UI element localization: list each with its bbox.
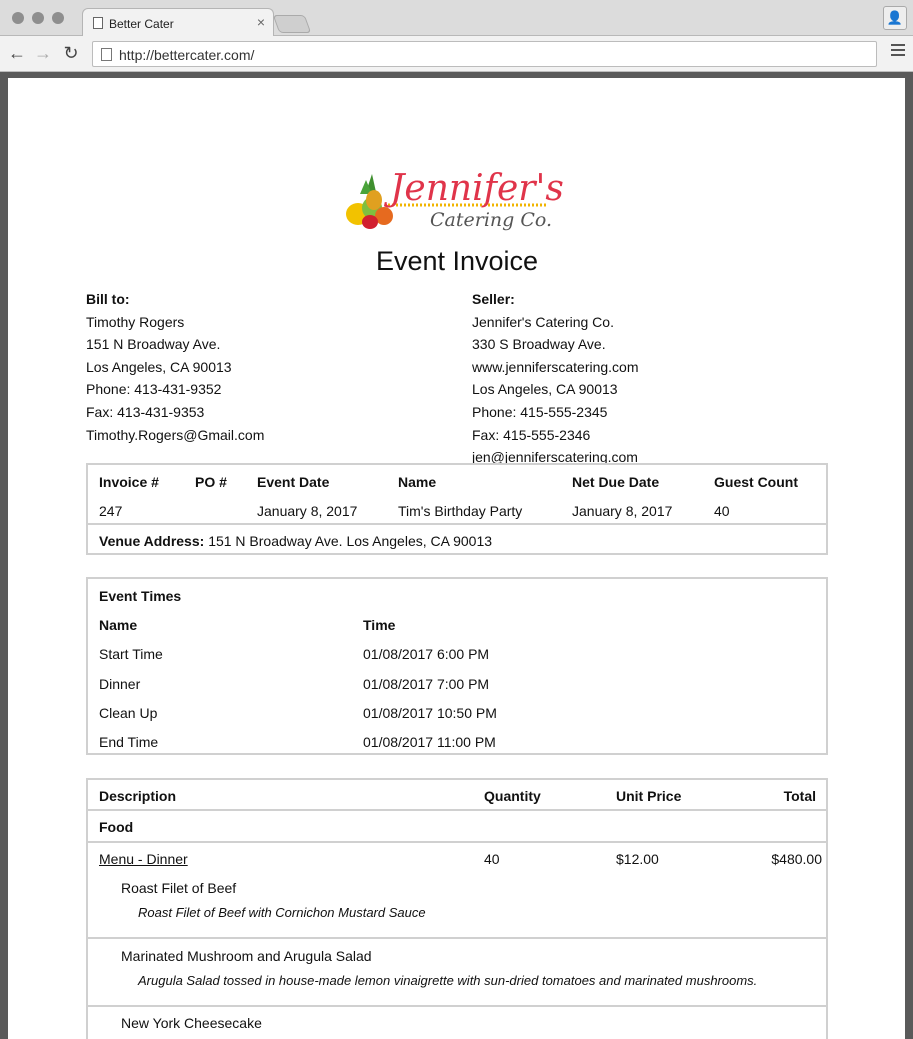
divider — [88, 1005, 826, 1007]
event-name: Tim's Birthday Party — [398, 503, 523, 519]
company-logo — [344, 158, 570, 234]
dish-name: New York Cheesecake — [121, 1015, 262, 1031]
seller-line: Fax: 415-555-2346 — [472, 426, 591, 443]
line-items-table — [86, 778, 828, 1039]
seller-line: Los Angeles, CA 90013 — [472, 381, 618, 398]
header-description: Description — [99, 788, 177, 804]
forward-arrow-icon[interactable]: → — [34, 43, 52, 63]
bill-to-line: Timothy Rogers — [86, 313, 185, 330]
header-unit-price: Unit Price — [616, 788, 682, 804]
table-header-row — [88, 617, 826, 639]
browser-toolbar — [0, 36, 913, 72]
header-net-due-date: Net Due Date — [572, 474, 660, 490]
dish-name: Roast Filet of Beef — [121, 880, 237, 896]
close-tab-icon[interactable]: × — [256, 14, 265, 30]
browser-tab-bar — [0, 0, 913, 36]
bill-to-block — [86, 288, 264, 446]
invoice-number: 247 — [99, 503, 123, 519]
bill-to-line: Timothy.Rogers@Gmail.com — [86, 426, 265, 443]
page-title: Event Invoice — [375, 246, 539, 276]
maximize-window-button[interactable] — [52, 12, 64, 24]
bill-to-line: Los Angeles, CA 90013 — [86, 358, 232, 375]
bill-to-heading: Bill to: — [86, 291, 130, 307]
window-controls — [12, 12, 64, 24]
bill-to-line: Phone: 413-431-9352 — [86, 381, 222, 398]
seller-line: Phone: 415-555-2345 — [472, 403, 608, 420]
time-value: 01/08/2017 10:50 PM — [363, 705, 497, 721]
time-value: 01/08/2017 7:00 PM — [363, 676, 490, 692]
menu-dinner-link[interactable]: Menu - Dinner — [99, 851, 188, 867]
seller-line: 330 S Broadway Ave. — [472, 336, 606, 353]
logo-subtitle: Catering Co. — [430, 209, 553, 231]
back-arrow-icon[interactable]: ← — [8, 43, 26, 63]
header-invoice-number: Invoice # — [99, 474, 159, 490]
dish-description: Roast Filet of Beef with Cornichon Mustard Sauce — [138, 905, 426, 920]
items-header-row — [88, 780, 826, 811]
time-name: Dinner — [99, 676, 141, 692]
invoice-details-table — [86, 463, 828, 555]
time-name: End Time — [99, 734, 159, 750]
table-row — [88, 734, 826, 756]
event-times-title: Event Times — [99, 588, 182, 604]
header-name: Name — [398, 474, 437, 490]
seller-line: jen@jenniferscatering.com — [472, 449, 638, 466]
page-icon — [93, 17, 103, 29]
seller-line: www.jenniferscatering.com — [472, 358, 639, 375]
event-date: January 8, 2017 — [257, 503, 358, 519]
url-text[interactable]: http://bettercater.com/ — [119, 47, 255, 63]
menu-quantity: 40 — [484, 851, 500, 867]
seller-block — [472, 288, 639, 469]
guest-count: 40 — [714, 503, 730, 519]
dish-name: Marinated Mushroom and Arugula Salad — [121, 948, 372, 964]
time-name: Clean Up — [99, 705, 158, 721]
page-icon — [101, 48, 112, 61]
time-value: 01/08/2017 11:00 PM — [363, 734, 496, 750]
bill-to-line: 151 N Broadway Ave. — [86, 336, 221, 353]
table-row — [88, 676, 826, 698]
seller-line: Jennifer's Catering Co. — [472, 313, 614, 330]
venue-value: 151 N Broadway Ave. Los Angeles, CA 90013 — [208, 533, 493, 549]
header-time: Time — [363, 617, 396, 633]
divider — [88, 937, 826, 939]
reload-icon[interactable]: ↻ — [63, 43, 79, 63]
menu-total: $480.00 — [771, 851, 822, 867]
hamburger-menu-icon[interactable] — [891, 44, 905, 64]
venue-address — [88, 523, 826, 553]
category-food: Food — [88, 811, 826, 843]
browser-tab[interactable] — [82, 8, 274, 37]
header-po-number: PO # — [195, 474, 227, 490]
event-times-table — [86, 577, 828, 755]
venue-label: Venue Address: — [99, 533, 205, 549]
profile-icon[interactable]: 👤 — [883, 6, 907, 30]
close-window-button[interactable] — [12, 12, 24, 24]
web-page — [8, 78, 905, 1039]
seller-heading: Seller: — [472, 291, 515, 307]
header-total: Total — [783, 788, 816, 804]
header-quantity: Quantity — [484, 788, 541, 804]
dish-description: Arugula Salad tossed in house-made lemon vinaigrette with sun-dried tomatoes and marinated mushrooms. — [138, 973, 758, 988]
table-row — [88, 843, 826, 873]
time-value: 01/08/2017 6:00 PM — [363, 646, 490, 662]
bill-to-line: Fax: 413-431-9353 — [86, 403, 205, 420]
new-tab-button[interactable] — [273, 15, 312, 33]
table-row — [88, 705, 826, 727]
table-row — [88, 646, 826, 668]
tab-title: Better Cater — [109, 17, 174, 31]
header-guest-count: Guest Count — [714, 474, 798, 490]
net-due-date: January 8, 2017 — [572, 503, 673, 519]
header-event-date: Event Date — [257, 474, 330, 490]
time-name: Start Time — [99, 646, 163, 662]
header-name: Name — [99, 617, 138, 633]
menu-unit-price: $12.00 — [616, 851, 659, 867]
address-bar[interactable] — [92, 41, 877, 67]
logo-wordmark: Jennifer's — [390, 168, 564, 209]
minimize-window-button[interactable] — [32, 12, 44, 24]
